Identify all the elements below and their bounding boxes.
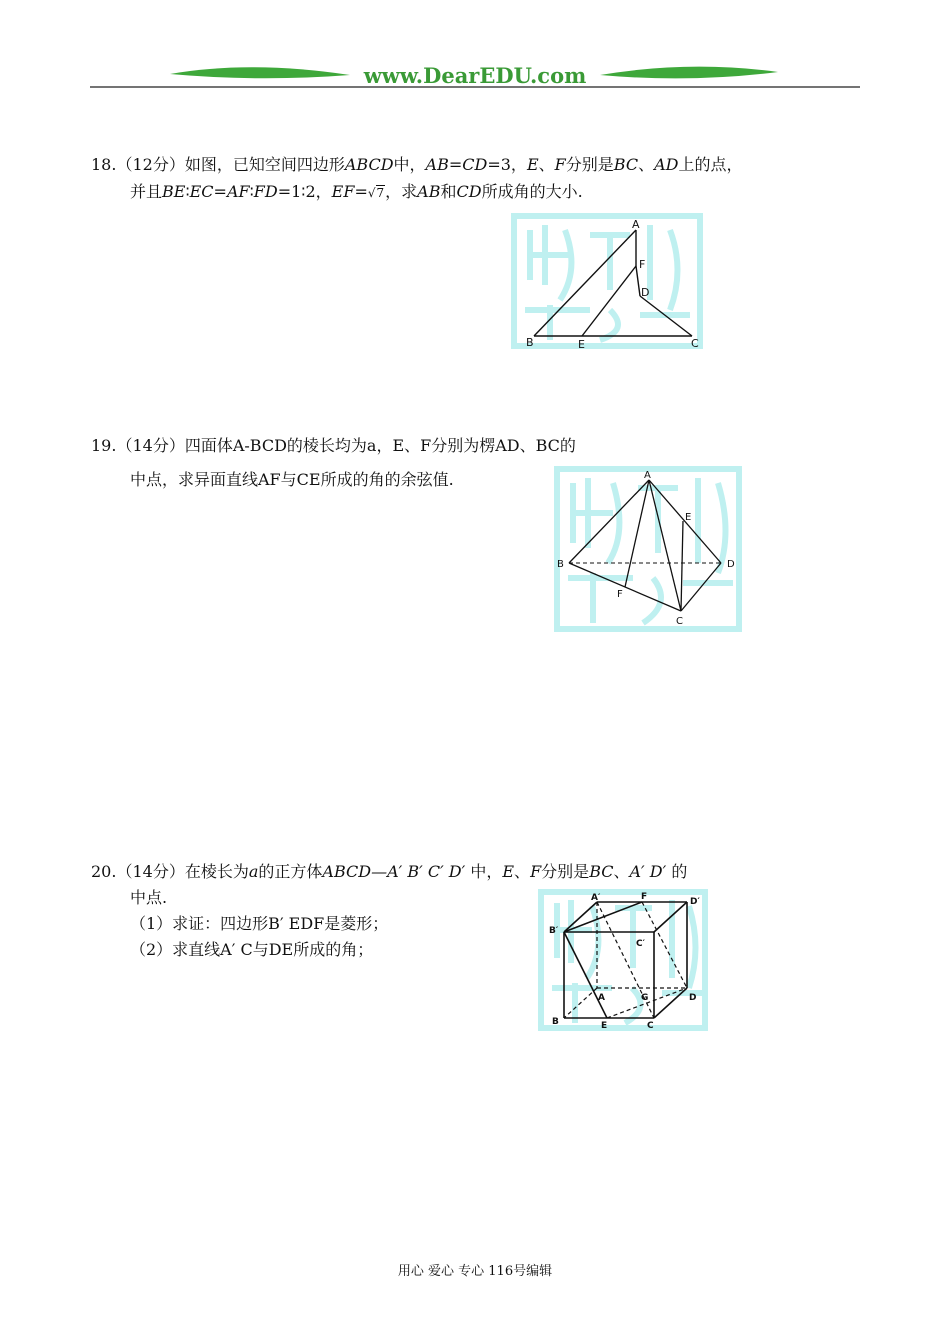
q19-figure xyxy=(553,463,743,635)
q18-watermark-seal xyxy=(514,216,700,346)
q19-label-C: C xyxy=(676,616,683,627)
q20-label-A1: A′ xyxy=(591,893,601,903)
q18-label-D: D xyxy=(641,286,650,299)
q19-label-E: E xyxy=(685,512,692,523)
header-banner xyxy=(0,55,950,95)
q20-watermark-seal xyxy=(541,892,705,1028)
q18-score: （12分） xyxy=(116,155,185,174)
q19-label-F: F xyxy=(617,589,623,600)
q20-number: 20. xyxy=(91,862,117,881)
q20-label-D: D xyxy=(689,993,697,1003)
q20-figure xyxy=(537,888,709,1032)
q19-watermark-seal xyxy=(557,469,739,629)
q19-line2: 中点，求异面直线AF与CE所成的角的余弦值. xyxy=(130,470,454,489)
q18-line2: 并且BE∶EC=AF∶FD=1∶2，EF=√7，求AB和CD所成角的大小. xyxy=(130,182,583,201)
q20-label-B: B xyxy=(552,1017,559,1027)
q20-label-E: E xyxy=(601,1021,608,1031)
q19-score: （14分） xyxy=(116,436,185,455)
q18-number: 18. xyxy=(91,155,117,174)
q18-label-C: C xyxy=(691,337,699,350)
q20-label-A: A xyxy=(598,993,605,1003)
header-site-name: www.DearEDU.com xyxy=(363,63,587,88)
q19-label-B: B xyxy=(557,559,564,570)
page-footer: 用心 爱心 专心 116号编辑 xyxy=(397,1264,553,1279)
q20-line1: 20.（14分）在棱长为a的正方体ABCD—A′ B′ C′ D′ 中，E、F分别是BC、A′ D′ 的 xyxy=(91,862,688,881)
q20-label-C1: C′ xyxy=(636,939,645,949)
q18-label-F: F xyxy=(639,258,646,271)
q18-label-B: B xyxy=(526,336,534,349)
q18-label-E: E xyxy=(578,338,585,351)
q18-label-A: A xyxy=(632,218,640,231)
q19-label-D: D xyxy=(727,559,735,570)
q20-label-F: F xyxy=(641,892,648,902)
q19-line1: 19.（14分）四面体A-BCD的棱长均为a，E、F分别为楞AD、BC的 xyxy=(91,436,576,455)
q18-line1: 18.（12分）如图，已知空间四边形ABCD中，AB=CD=3，E、F分别是BC、AD上的点， xyxy=(91,155,743,174)
q20-label-C: C xyxy=(647,1021,654,1031)
q19-number: 19. xyxy=(91,436,117,455)
q20-line2: 中点. xyxy=(130,888,168,907)
q20-part2: （2）求直线A′ C与DE所成的角； xyxy=(130,940,374,959)
q20-label-B1: B′ xyxy=(549,926,559,936)
sqrt-symbol: √7 xyxy=(367,186,385,200)
q20-part1: （1）求证：四边形B′ EDF是菱形； xyxy=(130,914,389,933)
q20-label-D1: D′ xyxy=(690,897,700,907)
q20-label-G: G xyxy=(641,993,649,1003)
q20-score: （14分） xyxy=(116,862,185,881)
q19-label-A: A xyxy=(644,470,651,481)
q18-figure xyxy=(510,210,705,355)
